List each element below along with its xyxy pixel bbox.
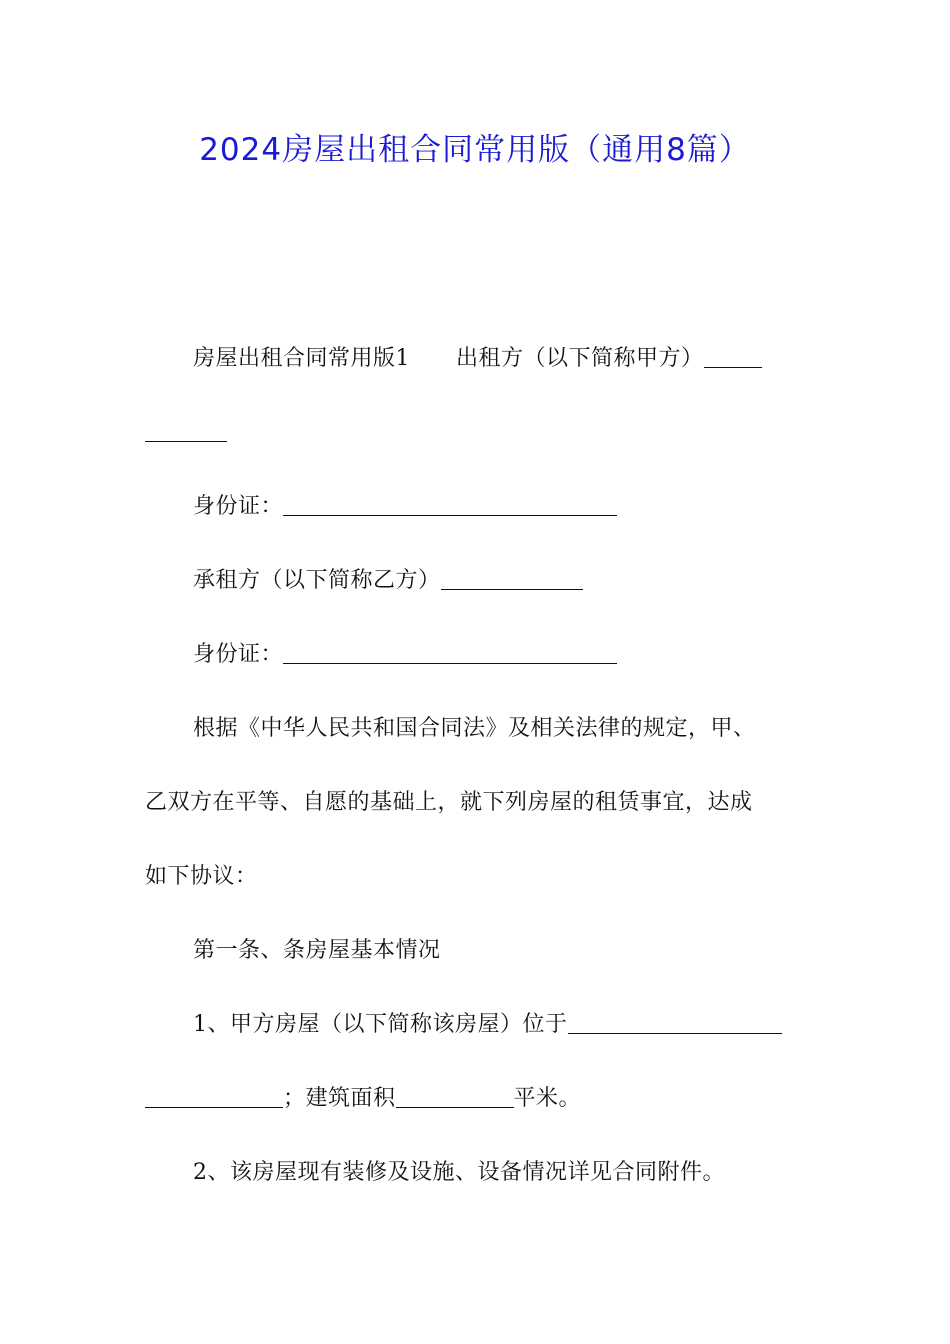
area-blank[interactable]: [396, 1089, 514, 1108]
tenant-id-blank[interactable]: [283, 645, 617, 664]
paragraph-landlord-id: [145, 470, 853, 544]
item-2-facilities: 2、该房屋现有装修及设施、设备情况详见合同附件。: [193, 1160, 725, 1185]
tenant-blank[interactable]: [441, 571, 583, 590]
location-blank[interactable]: [568, 1015, 782, 1034]
location-blank-continued[interactable]: [145, 1089, 283, 1108]
landlord-blank-continued-line: [145, 396, 805, 470]
paragraph-tenant: [145, 544, 853, 618]
tenant-id-label: 身份证：: [193, 642, 284, 667]
paragraph-basis-line-3: 如下协议：: [145, 864, 258, 889]
section-1-heading: 第一条、条房屋基本情况: [193, 938, 441, 963]
tenant-label: 承租方（以下简称乙方）: [193, 568, 441, 593]
area-unit: 平米。: [513, 1086, 582, 1111]
item-1-location-label: 1、甲方房屋（以下简称该房屋）位于: [193, 1012, 568, 1037]
landlord-blank[interactable]: [704, 349, 762, 368]
landlord-blank-continued[interactable]: [145, 423, 227, 442]
paragraph-basis-line-1: 根据《中华人民共和国合同法》及相关法律的规定，甲、: [193, 716, 756, 741]
landlord-label: 出租方（以下简称甲方）: [456, 346, 704, 371]
item-1-location: [145, 988, 853, 1062]
contract-version-label: 房屋出租合同常用版1: [193, 346, 410, 371]
document-title: 2024房屋出租合同常用版（通用8篇）: [199, 132, 751, 168]
item-1-area: [145, 1062, 805, 1136]
paragraph-tenant-id: [145, 618, 853, 692]
paragraph-basis-line-2: 乙双方在平等、自愿的基础上，就下列房屋的租赁事宜，达成: [145, 790, 753, 815]
landlord-id-blank[interactable]: [283, 497, 617, 516]
area-label: ；建筑面积: [283, 1086, 396, 1111]
landlord-id-label: 身份证：: [193, 494, 284, 519]
paragraph-landlord: [145, 322, 853, 396]
